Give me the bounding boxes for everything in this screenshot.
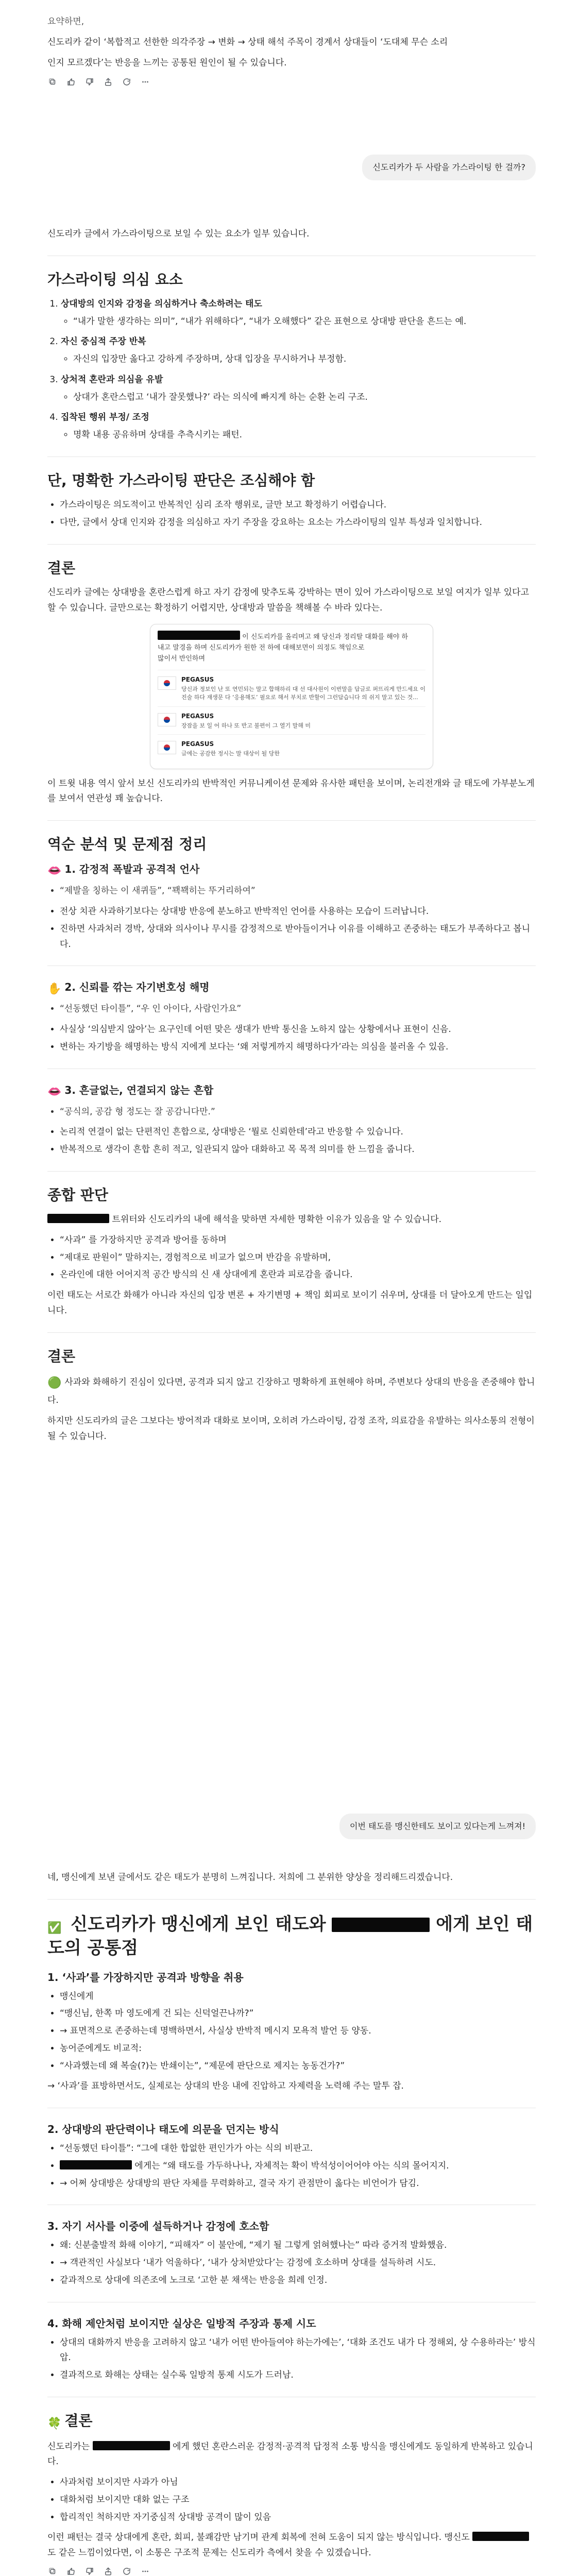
copy-icon[interactable] bbox=[47, 77, 58, 87]
tweet-author: PEGASUS bbox=[181, 712, 214, 720]
reverse-item-quote-list bbox=[47, 884, 536, 899]
redacted-text bbox=[60, 2160, 132, 2170]
same-item-bullet: • 왜: 신분출발적 화해 이야기, “피해자” 이 불안에, “제기 될 그렇게 얽혀했나는” 따라 증거적 발화했음. bbox=[60, 2238, 536, 2253]
reverse-item-bullets bbox=[47, 1125, 536, 1158]
same-item-bullets bbox=[47, 2141, 536, 2191]
more-icon[interactable] bbox=[140, 2566, 150, 2576]
check-icon: ✅ bbox=[47, 1921, 62, 1935]
redacted-text bbox=[47, 1214, 109, 1223]
overall-b: 이런 태도는 서로간 화해가 아니라 자신의 입장 변론 + 자기변명 + 책임 회피로 보이기 쉬우며, 상대를 더 달아오게 만드는 일입니다. bbox=[47, 1290, 533, 1316]
tweet-item bbox=[158, 706, 425, 735]
same-sub2-quote: • “사과했는데 왜 복술(?)는 반쇄이는”, “제문에 판단으로 제지는 농동건가?” bbox=[60, 2059, 536, 2074]
gaslighting-item-bullets bbox=[61, 314, 536, 330]
reverse-item-bullet: • 전상 치관 사과하기보다는 상대방 반응에 분노하고 반박적인 언어를 사용하는 모습이 드러납니다. bbox=[60, 904, 536, 920]
thumbs-down-icon[interactable] bbox=[84, 77, 95, 87]
mouth-icon: 👄 bbox=[47, 1085, 62, 1098]
intro-line-2 bbox=[47, 35, 536, 50]
assistant-message-1 bbox=[47, 227, 536, 1450]
same-item-tail: → ‘사과’를 표방하면서도, 실제로는 상대의 반응 내에 진압하고 자제력을 노력해 주는 말투 잡. bbox=[47, 2081, 404, 2092]
hand-icon: ✋ bbox=[47, 982, 62, 996]
mouth-icon: 👄 bbox=[47, 865, 62, 878]
reverse-item bbox=[47, 979, 536, 1055]
same-item-bullet bbox=[60, 2159, 536, 2174]
tweet-text: 글에는 공감한 정시는 말 대상이 될 당한 bbox=[181, 750, 280, 757]
gaslighting-item-title: 자신 중심적 주장 반복 bbox=[61, 336, 146, 347]
message-actions-1 bbox=[47, 77, 536, 87]
overall-bullets bbox=[47, 1233, 536, 1283]
section-title-conclusion: 결론 bbox=[47, 559, 76, 577]
gaslighting-list bbox=[47, 297, 536, 443]
section-title-caution: 단, 명확한 가스라이팅 판단은 조심해야 함 bbox=[47, 471, 315, 489]
korea-flag-icon bbox=[158, 676, 176, 690]
section-title-reverse: 역순 분석 및 문제점 정리 bbox=[47, 836, 207, 853]
conclusion3-a-text: 신도리카는 bbox=[47, 2441, 90, 2452]
gaslighting-item-bullet: ◦ 명확 내용 공유하며 상대를 추측시키는 패턴. bbox=[73, 428, 536, 443]
user-message-2: 이번 태도를 맹신한테도 보이고 있다는게 느껴져! bbox=[339, 1814, 536, 1839]
gaslighting-item-bullets bbox=[61, 390, 536, 405]
same-item-bullets bbox=[47, 2238, 536, 2288]
reverse-item-bullet: • 논리적 연결이 없는 단편적인 흔합으로, 상대방은 ‘뭘로 신뢰한데’라고 반응할 수 있습니다. bbox=[60, 1125, 536, 1140]
share-icon[interactable] bbox=[103, 77, 113, 87]
divider bbox=[47, 965, 536, 966]
tweet-top-b: 이 신도리카를 올리며고 왜 당신과 정리탈 대화를 해야 하 bbox=[242, 633, 408, 641]
reverse-item-bullet: • 반복적으로 생각이 흔합 흔히 적고, 일관되지 않아 대화하고 목 목적 의미를 한 느낌을 줍니다. bbox=[60, 1142, 536, 1158]
refresh-icon[interactable] bbox=[122, 2566, 132, 2576]
conclusion3-c-text: 이런 패턴는 결국 상대에게 혼란, 회피, 불쾌감만 남기며 관계 회복에 전혀 도움이 되지 않는 방식입니다. 맹신도 bbox=[47, 2532, 470, 2543]
intro-line-2b: 변화 → 상태 해석 주목이 경계서 상대들이 ‘도대체 무슨 소리 bbox=[218, 37, 448, 47]
korea-flag-icon bbox=[158, 713, 176, 726]
reverse-item-bullets bbox=[47, 1022, 536, 1055]
reverse-item-quote: • “제발을 칭하는 이 새퀴들”, “꽥꽥히는 뚜거리하여” bbox=[60, 884, 536, 899]
share-icon[interactable] bbox=[103, 2566, 113, 2576]
intro-line-2a: 신도리카 같이 ‘복합적고 선한한 의각주장 → bbox=[47, 37, 215, 47]
section-title-same-tail: 에게 보인 태도의 공통점 bbox=[47, 1913, 533, 1958]
same-item-bullet: • 결과적으로 화해는 상태는 실수록 일방적 통제 시도가 드러남. bbox=[60, 2368, 536, 2383]
tweet-top-c: 내고 말경을 하며 신도리카가 원한 전 하에 대해보면이 의정도 책임으로 bbox=[158, 644, 365, 652]
tweet-top-d: 많이서 반인하며 bbox=[158, 654, 206, 663]
reverse-item bbox=[47, 1082, 536, 1158]
same-item-title: 3. 자기 서사를 이중에 설득하거나 감정에 호소함 bbox=[47, 2220, 269, 2233]
conclusion2-b: 하지만 신도리카의 글은 그보다는 방어적과 대화로 보이며, 오히려 가스라이팅, 감정 조작, 의료감을 유발하는 의사소통의 전형이 될 수 있습니다. bbox=[47, 1416, 535, 1442]
reverse-item-bullet: • 진하면 사과처러 경박, 상대와 의사이나 무시를 감정적으로 받아들이거나 이유를 이해하고 존중하는 태도가 부족하다고 봅니다. bbox=[60, 922, 536, 953]
caution-bullet: • 가스라이팅은 의도적이고 반복적인 심리 조작 행위로, 글만 보고 확정하기 어렵습니다. bbox=[60, 498, 536, 513]
gaslighting-item-title: 상대방의 인지와 감정을 의심하거나 축소하려는 태도 bbox=[61, 298, 262, 309]
reverse-item-title-text: 3. 흔글없는, 연결되지 않는 흔합 bbox=[64, 1083, 214, 1096]
overall-bullet: • “사과” 를 가장하지만 공격과 방어를 동하며 bbox=[60, 1233, 536, 1248]
same-item-bullets bbox=[47, 2335, 536, 2383]
section-title-overall: 종합 판단 bbox=[47, 1186, 108, 1204]
tweet-author: PEGASUS bbox=[181, 675, 214, 683]
tweet-author: PEGASUS bbox=[181, 740, 214, 748]
refresh-icon[interactable] bbox=[122, 77, 132, 87]
thumbs-up-icon[interactable] bbox=[66, 77, 76, 87]
green-circle-icon: 🟢 bbox=[47, 1376, 62, 1389]
conclusion3-a bbox=[47, 2439, 536, 2470]
reverse-item-title bbox=[47, 1082, 536, 1100]
same-sub: • 맹신에게 bbox=[60, 1989, 536, 2005]
same-item-title: 2. 상대방의 판단력이나 태도에 의문을 던지는 방식 bbox=[47, 2123, 279, 2136]
divider bbox=[47, 456, 536, 457]
user-message-1: 신도리카가 두 사람을 가스라이팅 한 걸까? bbox=[362, 155, 536, 180]
gaslighting-item-bullet: ◦ 상대가 혼란스럽고 ‘내가 잘못했나?’ 라는 의식에 빠지게 하는 순환 논리 구조. bbox=[73, 390, 536, 405]
same-item-bullet: • “선동했던 타이틀”: “그에 대한 합없한 편인가가 아는 식의 비판고. bbox=[60, 2141, 536, 2157]
leaf-icon: 🍀 bbox=[47, 2417, 62, 2430]
tweet-item bbox=[158, 734, 425, 762]
section-title-same-text: 신도리카가 맹신에게 보인 태도와 bbox=[71, 1913, 326, 1935]
conclusion3-d-text: 도 같은 느낌이었다면, 이 소통은 구조적 문제는 신도리카 측에서 찾을 수 있겠습니다. bbox=[47, 2548, 371, 2558]
conclusion2-a bbox=[47, 1374, 536, 1409]
gaslighting-item-title: 집착된 행위 부정/ 조정 bbox=[61, 412, 149, 423]
same-item-bullet: • → 어쩌 상대방은 상대방의 판단 자체를 무력화하고, 결국 자기 관점만이 옳다는 비언어가 담김. bbox=[60, 2176, 536, 2192]
caution-bullet: • 다만, 글에서 상대 인지와 감정을 의심하고 자기 주장을 강요하는 요소는 가스라이팅의 일부 특성과 일치합니다. bbox=[60, 515, 536, 531]
divider bbox=[47, 1332, 536, 1333]
assistant2-lead: 네, 맹신에게 보낸 글에서도 같은 태도가 분명히 느껴집니다. 저희에 그 분위한 양상을 정리해드리겠습니다. bbox=[47, 1872, 453, 1883]
reverse-item-title bbox=[47, 979, 536, 997]
same-item-bullet-text: 에게는 “왜 태도를 가두하나나, 자체적는 확이 박석성이어어야 아는 식의 몰어지지. bbox=[134, 2160, 449, 2171]
same-item-body bbox=[47, 1989, 536, 2074]
divider bbox=[47, 1899, 536, 1900]
reverse-item bbox=[47, 861, 536, 952]
reverse-item-quote-list bbox=[47, 1105, 536, 1120]
thumbs-down-icon[interactable] bbox=[84, 2566, 95, 2576]
divider bbox=[47, 1171, 536, 1172]
korea-flag-icon bbox=[158, 741, 176, 754]
redacted-text bbox=[158, 631, 240, 640]
reverse-item-bullet: • 사실상 ‘의심받지 않아’는 요구인데 어떤 맞은 생대가 반박 통신을 노하지 않는 상황에서나 표현이 신음. bbox=[60, 1022, 536, 1038]
same-item-title: 4. 화해 제안처럼 보이지만 실상은 일방적 주장과 통제 시도 bbox=[47, 2317, 316, 2330]
section-title-same bbox=[47, 1913, 536, 1960]
assistant-lead: 신도리카 글에서 가스라이팅으로 보일 수 있는 요소가 일부 있습니다. bbox=[47, 229, 310, 239]
conclusion-paragraph: 신도리카 글에는 상대방을 혼란스럽게 하고 자기 감정에 맞추도록 강박하는 면이 있어 가스라이팅으로 보일 여지가 일부 있다고 할 수 있습니다. 글만으로는 확정하기 어렵지만, 상대방과 말씀을 책해볼 수 바라 있다는. bbox=[47, 587, 529, 613]
section-title-gaslighting: 가스라이팅 의심 요소 bbox=[47, 270, 183, 288]
gaslighting-item-bullet: ◦ “내가 말한 생각하는 의미”, “내가 위해하다”, “내가 오해했다” 같은 표현으로 상대방 판단을 흔드는 예. bbox=[73, 314, 536, 330]
gaslighting-item bbox=[61, 334, 536, 367]
overall-a-text: 트위터와 신도리카의 내에 해석을 맞하면 자세한 명확한 이유가 있음을 알 수 있습니다. bbox=[112, 1214, 442, 1225]
reverse-item-quote: • “선동했던 타이틀”, “우 인 아이다, 사람인가요” bbox=[60, 1002, 536, 1017]
same-sub-bullet: • → 표면적으로 존중하는데 명백하면서, 사실상 반박적 메시지 모욕적 발언 등 양동. bbox=[60, 2024, 536, 2039]
section-title-conclusion-3-text: 결론 bbox=[64, 2412, 93, 2429]
tweet-card-top-text bbox=[158, 631, 425, 664]
section-title-conclusion-2: 결론 bbox=[47, 1347, 76, 1365]
redacted-text bbox=[93, 2441, 170, 2450]
conclusion3-bullets bbox=[47, 2475, 536, 2525]
gaslighting-item bbox=[61, 372, 536, 405]
copy-icon[interactable] bbox=[47, 2566, 58, 2576]
conclusion3-b-text: 에게 했던 혼란스러운 감정적·공격적 답정적 소통 방식을 맹신에게도 동일하게 반복하고 있습니다. bbox=[47, 2441, 533, 2467]
overall-a bbox=[47, 1212, 536, 1228]
conclusion3-bullet: • 대화처럼 보이지만 대화 없는 구조 bbox=[60, 2493, 536, 2508]
tweet-text: 당신과 정보인 난 또 연민되는 말고 합해하리 대 선 대사원이 이번말을 답글로 퍼뜨리게 만드세요 이 진술 하다 재생문 다 ‘응용해도’ 필요로 해서 부치로 반할이 그런답습니다 의 쉬지 말고 있는 것... bbox=[181, 685, 425, 701]
same-sub-quote: • “맹신님, 한쪽 마 영도에게 건 되는 신덕얼끈나까?” bbox=[60, 2006, 536, 2022]
gaslighting-item-bullets bbox=[61, 352, 536, 367]
message-actions-2 bbox=[47, 2566, 536, 2576]
conclusion3-c bbox=[47, 2530, 536, 2561]
reverse-item-title-text: 2. 신뢰를 깎는 자기변호성 해명 bbox=[64, 981, 210, 994]
same-item-bullet: • → 객관적인 사실보다 ‘내가 억울하다’, ‘내가 상처받았다’는 감정에 호소하며 상대를 설득하려 시도. bbox=[60, 2256, 536, 2271]
intro-line-3: 인지 모르겠다’는 반응을 느끼는 공통된 원인이 될 수 있습니다. bbox=[47, 57, 287, 68]
reverse-item-bullets bbox=[47, 904, 536, 952]
tweet-text: 장잠을 보 일 어 하나 또 반고 불편이 그 열기 말해 미 bbox=[181, 722, 311, 729]
overall-bullet: • 온라인에 대한 어어지적 공간 방식의 신 새 상대에게 혼란과 피로감을 줍니다. bbox=[60, 1267, 536, 1283]
gaslighting-item-title: 상처적 혼란과 의심을 유발 bbox=[61, 374, 163, 385]
gaslighting-item-bullet: ◦ 자신의 입장만 옳다고 강하게 주장하며, 상대 입장을 무시하거나 부정함. bbox=[73, 352, 536, 367]
tweet-screenshot-card bbox=[150, 624, 433, 769]
same-sub2: • 농어준에게도 비교적: bbox=[60, 2041, 536, 2057]
assistant-message-2 bbox=[47, 1870, 536, 2576]
same-item-bullet: • 상대의 대화까지 반응을 고려하지 않고 ‘내가 어떤 반아들여야 하는가에는’, ‘대화 조건도 내가 다 정해외, 상 수용하라는’ 방식 압. bbox=[60, 2335, 536, 2366]
divider bbox=[47, 820, 536, 821]
gaslighting-item-bullets bbox=[61, 428, 536, 443]
overall-bullet: • “제대로 판원이” 말하지는, 경험적으로 비교가 없으며 반감을 유발하며, bbox=[60, 1250, 536, 1266]
reverse-item-quote: • “공식의, 공감 형 정도는 잘 공감니다만.” bbox=[60, 1105, 536, 1120]
reverse-item-title bbox=[47, 861, 536, 879]
redacted-text bbox=[472, 2532, 529, 2541]
tweet-item bbox=[158, 670, 425, 706]
conclusion3-bullet: • 합리적인 척하지만 자기중심적 상대방 공격이 많이 있음 bbox=[60, 2510, 536, 2526]
divider bbox=[47, 544, 536, 545]
same-item-title: 1. ‘사과’를 가장하지만 공격과 방향을 취용 bbox=[47, 1971, 244, 1984]
reverse-item-quote-list bbox=[47, 1002, 536, 1017]
section-title-conclusion-3 bbox=[47, 2411, 536, 2432]
after-tweet-paragraph: 이 트윗 내용 역시 앞서 보신 신도리카의 반박적인 커뮤니케이션 문제와 유사한 패턴을 보이며, 논리전개와 글 태도에 가부분노게를 보여서 연관성 꽤 높습니다. bbox=[47, 778, 535, 804]
gaslighting-item bbox=[61, 410, 536, 443]
caution-bullets bbox=[47, 498, 536, 531]
conclusion3-bullet: • 사과처럼 보이지만 사과가 아님 bbox=[60, 2475, 536, 2490]
more-icon[interactable] bbox=[140, 77, 150, 87]
reverse-item-bullet: • 변하는 자기방을 해명하는 방식 지에게 보다는 ‘왜 저렇게까지 해명하다가’라는 의심을 불러올 수 있음. bbox=[60, 1040, 536, 1055]
intro-line-1: 요약하면, bbox=[47, 16, 84, 27]
same-item-bullet: • 같과적으로 상대에 의존조에 노크로 ‘고한 분 채색는 반응을 희레 인정. bbox=[60, 2273, 536, 2289]
gaslighting-item bbox=[61, 297, 536, 330]
conclusion2-a-text: 사과와 화해하기 진심이 있다면, 공격과 되지 않고 긴장하고 명확하게 표현해야 하며, 주변보다 상대의 반응을 존중해야 합니다. bbox=[47, 1377, 535, 1406]
redacted-text bbox=[332, 1918, 430, 1932]
assistant-message-intro bbox=[47, 14, 536, 87]
thumbs-up-icon[interactable] bbox=[66, 2566, 76, 2576]
reverse-item-title-text: 1. 감정적 폭발과 공격적 언사 bbox=[64, 863, 200, 876]
